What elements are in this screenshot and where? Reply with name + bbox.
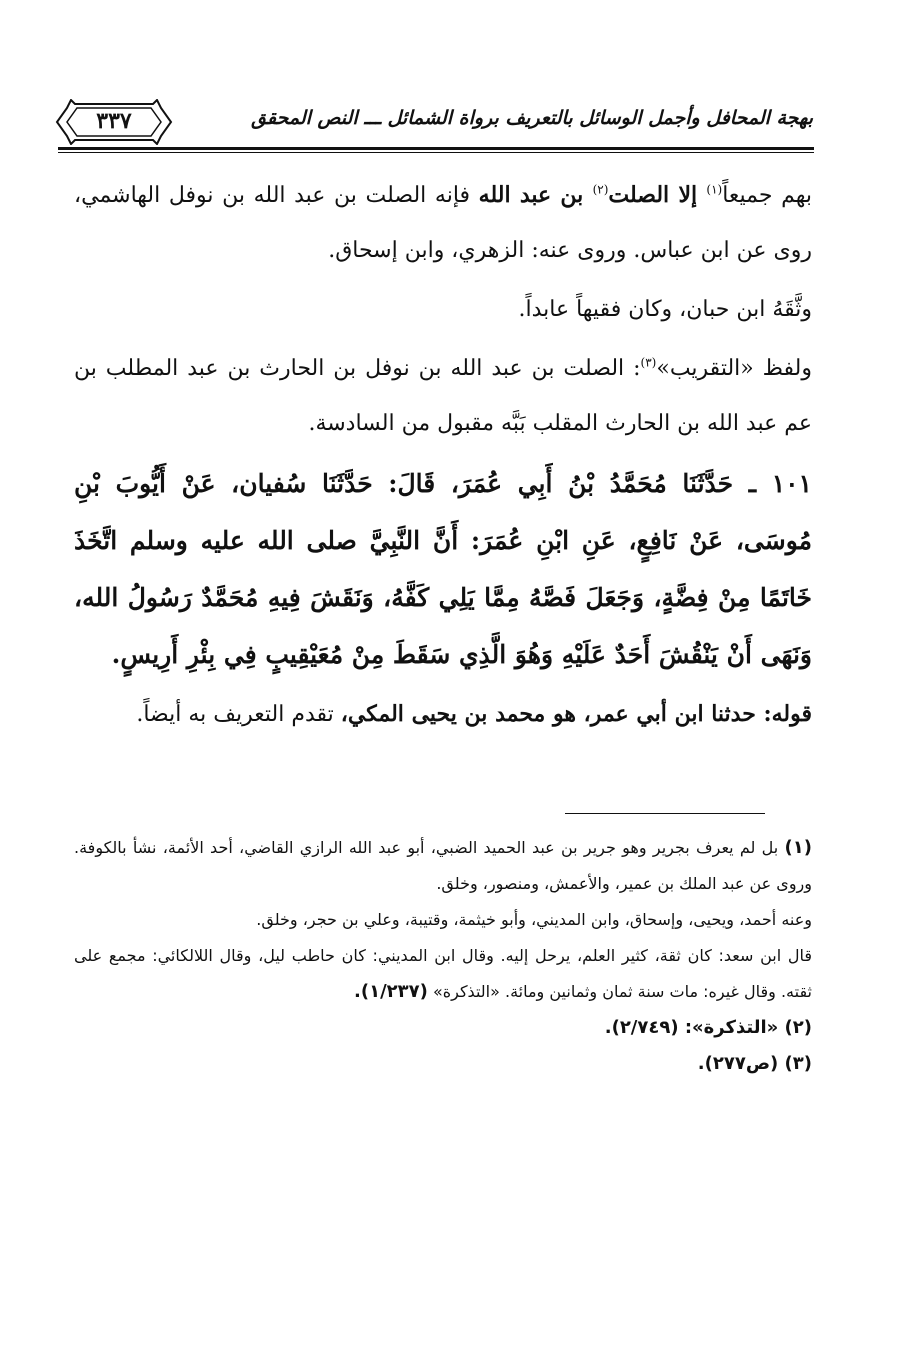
main-text bbox=[74, 168, 812, 742]
paragraph: وثَّقَهُ ابن حبان، وكان فقيهاً عابداً. bbox=[518, 297, 812, 322]
narrator-name: بن عبد الله bbox=[478, 182, 593, 208]
footnote-ref[interactable]: (٣) bbox=[640, 355, 657, 370]
commentary-lead: قوله: حدثنا ابن أبي عمر، هو محمد بن يحيى المكي، bbox=[340, 701, 812, 727]
footnote-text: «التذكرة»: (٢/٧٤٩). bbox=[604, 1017, 785, 1038]
footnote-number: (٢) bbox=[784, 1017, 812, 1038]
footnote-1-continued bbox=[74, 938, 812, 1010]
page-number: ٣٣٧ bbox=[96, 108, 132, 134]
paragraph bbox=[74, 687, 812, 742]
footnote-divider bbox=[565, 813, 765, 814]
text-run: تقدم التعريف به أيضاً. bbox=[136, 702, 341, 727]
footnote-3 bbox=[74, 1046, 812, 1082]
footnote-number: (٣) bbox=[784, 1053, 812, 1074]
text-run: فإنه الصلت بن عبد الله بن نوفل الهاشمي، روى عن ابن عباس. وروى عنه: الزهري، وابن إسحاق. bbox=[74, 183, 812, 263]
book-title: بهجة المحافل وأجمل الوسائل بالتعريف برواة الشمائل ـــ النص المحقق bbox=[251, 107, 813, 129]
footnote-2 bbox=[74, 1010, 812, 1046]
footnote-text: قال ابن سعد: كان ثقة، كثير العلم، يرحل إليه. وقال ابن المديني: كان حاطب ليل، وقال اللالكائي: مجمع على ثقته. وقال غيره: مات سنة ثمان وثمانين ومائة. «التذكرة» bbox=[74, 946, 812, 1001]
footnote-1 bbox=[74, 830, 812, 902]
text-run: ولفظ «التقريب» bbox=[656, 356, 813, 381]
hadith-text: ١٠١ ـ حَدَّثَنَا مُحَمَّدُ بْنُ أَبِي عُمَرَ، قَالَ: حَدَّثَنَا سُفيان، عَنْ أَيُّوبَ بْنِ مُوسَى، عَنْ نَافِعٍ، عَنِ ابْنِ عُمَرَ: أَنَّ النَّبِيَّ صلى الله عليه وسلم اتَّخَذَ خَاتَمًا مِنْ فِضَّةٍ، وَجَعَلَ فَصَّهُ مِمَّا يَلِي كَفَّهُ، وَنَقَشَ فِيهِ مُحَمَّدٌ رَسُولُ الله، وَنَهَى أَنْ يَنْقُشَ أَحَدٌ عَلَيْهِ وَهُوَ الَّذِي سَقَطَ مِنْ مُعَيْقِيبٍ فِي بِئْرِ أَرِيسٍ. bbox=[74, 469, 812, 669]
footnote-text: (ص٢٧٧). bbox=[697, 1053, 785, 1074]
footnote-ref[interactable]: (١) bbox=[706, 182, 723, 197]
narrator-name: إلا الصلت bbox=[608, 182, 707, 208]
header-rule-thin bbox=[58, 152, 814, 153]
running-header bbox=[55, 95, 813, 155]
footnote-number: (١) bbox=[784, 837, 812, 858]
footnote-ref[interactable]: (٢) bbox=[592, 182, 609, 197]
paragraph bbox=[74, 341, 812, 451]
header-rule bbox=[58, 147, 814, 150]
footnote-1-continued: وعنه أحمد، ويحيى، وإسحاق، وابن المديني، وأبو خيثمة، وقتيبة، وعلي بن حجر، وخلق. bbox=[256, 910, 812, 929]
footnote-text: بل لم يعرف بجرير وهو جرير بن عبد الحميد الضبي، أبو عبد الله الرازي القاضي، أحد الأئمة، نشأ بالكوفة. وروى عن عبد الملك بن عمير، والأعمش، ومنصور، وخلق. bbox=[74, 838, 812, 893]
text-run: بهم جميعاً bbox=[722, 183, 813, 208]
paragraph bbox=[74, 168, 812, 278]
footnotes bbox=[74, 830, 812, 1082]
footnote-citation: (١/٢٣٧). bbox=[354, 981, 428, 1002]
text-run: : الصلت بن عبد الله بن نوفل بن الحارث بن عبد المطلب بن عم عبد الله بن الحارث المقلب بَبَّه مقبول من السادسة. bbox=[74, 356, 812, 436]
page-number-badge bbox=[55, 99, 173, 145]
